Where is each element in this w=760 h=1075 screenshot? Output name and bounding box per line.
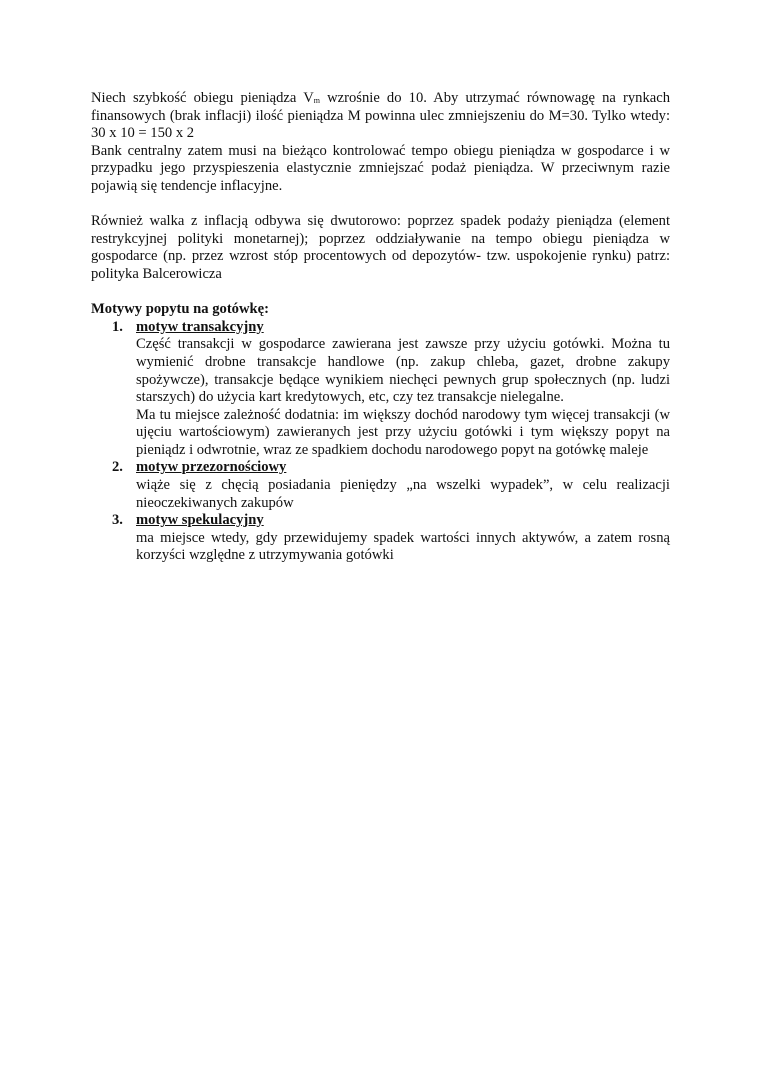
list-item-label: motyw przezornościowy (136, 459, 287, 476)
list-item-transactional (91, 319, 670, 460)
paragraph-central-bank: Bank centralny zatem musi na bieżąco kontrolować tempo obiegu pieniądza w gospodarce i w przypadku jego przyspieszenia elastycznie zmniejszać podaż pieniądza. W przeciwnym razie pojawią się tendencje inflacyjne. (91, 142, 670, 194)
list-item-body: Część transakcji w gospodarce zawierana jest zawsze przy użyciu gotówki. Można tu wymienić drobne transakcje handlowe (np. zakup chleba, gazet, drobne zakupy spożywcze), transakcje będące wynikiem niechęci pewnych grup społecznych (np. ludzi starszych) do użycia kart kredytowych, etc, czy tez transakcje nielegalne. (136, 336, 670, 406)
list-item-label: motyw transakcyjny (136, 318, 264, 335)
document-page (91, 90, 670, 565)
list-item-title (112, 512, 670, 530)
paragraph-spacer (91, 284, 670, 302)
velocity-subscript: m (313, 96, 320, 105)
list-item-body: Ma tu miejsce zależność dodatnia: im większy dochód narodowy tym więcej transakcji (w ujęciu wartościowym) zawieranych jest przy użyciu gotówki i tym większy popyt na pieniądz i odwrotnie, wraz ze spadkiem dochodu narodowego popyt na gotówkę maleje (136, 406, 670, 458)
paragraph-velocity-text-b: wzrośnie do 10. Aby utrzymać równowagę na rynkach finansowych (brak inflacji) ilość pieniądza M powinna ulec zmniejszeniu do M=30. Tylko wtedy: 30 x 10 = 150 x 2 (91, 90, 670, 142)
list-item-title (112, 318, 670, 337)
list-item-speculative (91, 512, 670, 565)
paragraph-spacer (91, 196, 670, 214)
list-item-number: 3. (112, 512, 123, 529)
list-item-number: 2. (112, 459, 123, 476)
list-item-body: wiąże się z chęcią posiadania pieniędzy „na wszelki wypadek”, w celu realizacji nieoczekiwanych zakupów (136, 477, 670, 511)
paragraph-velocity (91, 90, 670, 143)
list-item-title (112, 459, 670, 477)
motives-list (91, 319, 670, 565)
list-item-precautionary (91, 459, 670, 512)
list-item-number: 1. (112, 318, 123, 335)
section-heading: Motywy popytu na gotówkę: (91, 301, 269, 318)
list-item-body: ma miejsce wtedy, gdy przewidujemy spadek wartości innych aktywów, a zatem rosną korzyści względne z utrzymywania gotówki (136, 529, 670, 564)
paragraph-inflation-fight: Również walka z inflacją odbywa się dwutorowo: poprzez spadek podaży pieniądza (element restrykcyjnej polityki monetarnej); poprzez oddziaływanie na tempo obiegu pieniądza w gospodarce (np. przez wzrost stóp procentowych od depozytów- tzw. uspokojenie rynku) patrz: polityka Balcerowicza (91, 213, 670, 282)
paragraph-velocity-text-a: Niech szybkość obiegu pieniądza V (91, 90, 314, 106)
list-item-label: motyw spekulacyjny (136, 512, 264, 529)
